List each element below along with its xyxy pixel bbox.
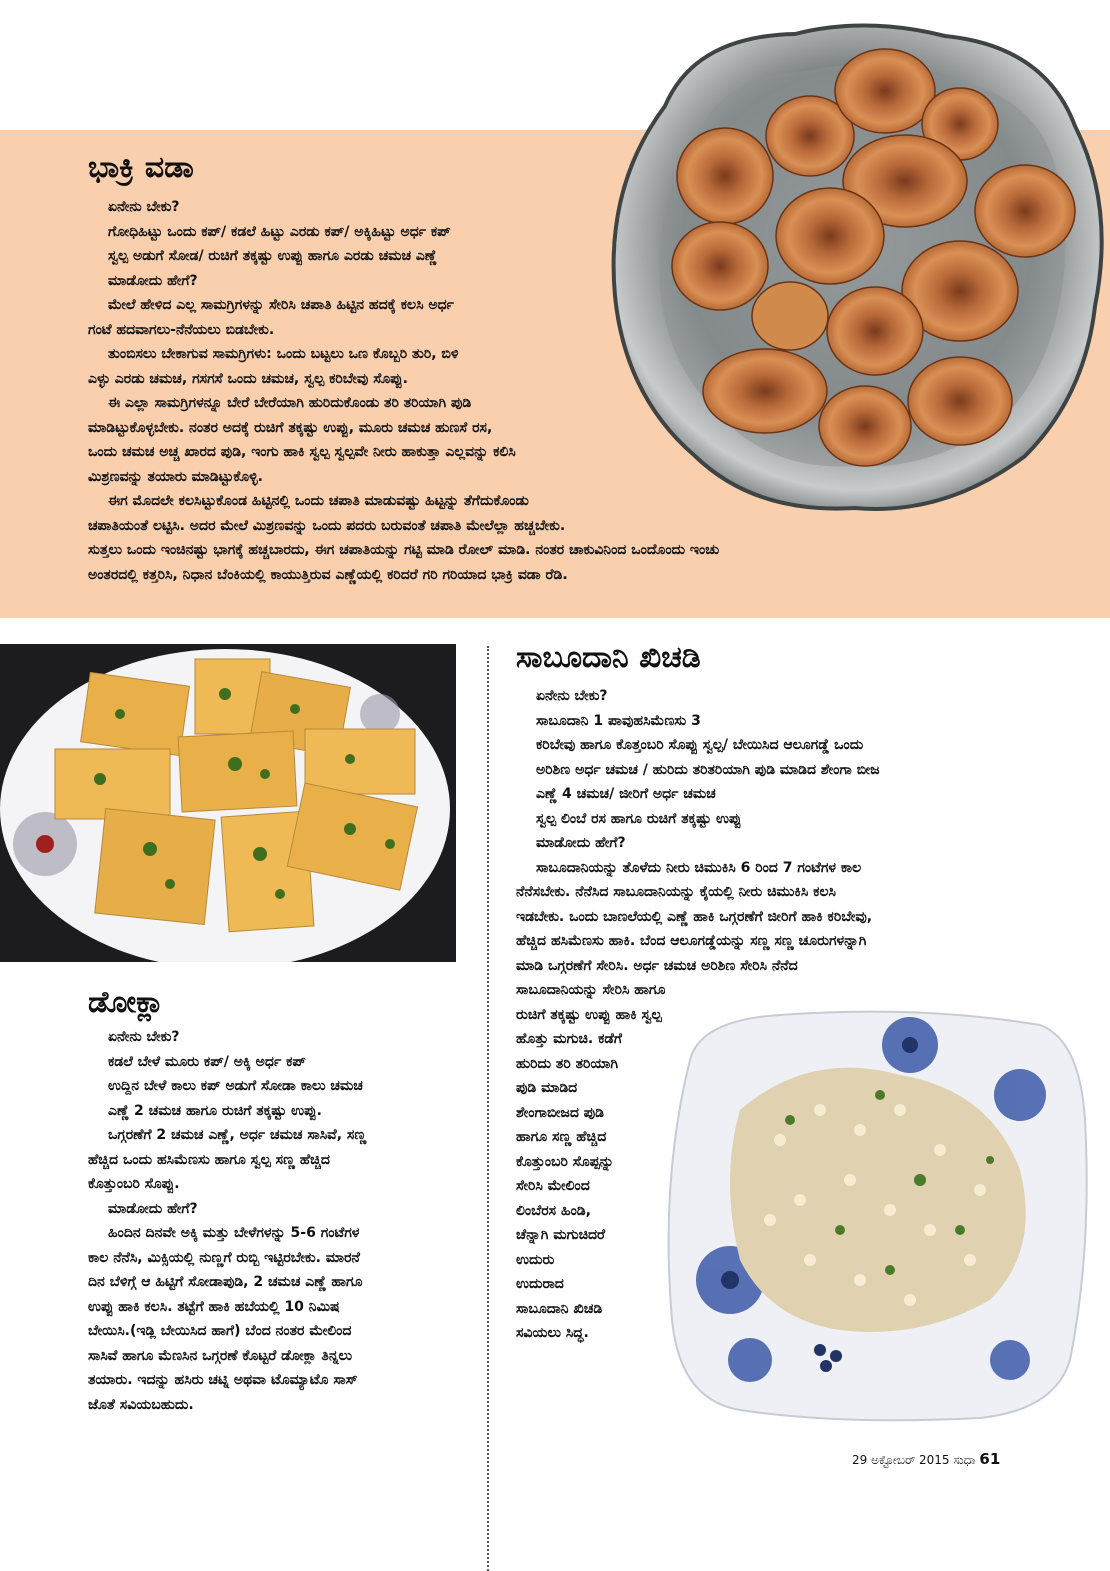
text-line: ಉದುರು [516, 1251, 555, 1268]
text-line: ಸವಿಯಲು ಸಿದ್ಧ. [516, 1325, 589, 1341]
text-line: ಕರಿಬೇವು ಹಾಗೂ ಕೊತ್ತಂಬರಿ ಸೊಪ್ಪು ಸ್ವಲ್ಪ/ ಬೇಯಿಸಿದ ಆಲೂಗಡ್ಡೆ ಒಂದು [536, 737, 864, 753]
page-number: 61 [979, 1450, 1001, 1468]
sabudana-photo [660, 1000, 1092, 1425]
text-line: ಮಾಡೋದು ಹೇಗೆ? [536, 835, 626, 851]
text-line: ಎಣ್ಣೆ 2 ಚಮಚ ಹಾಗೂ ರುಚಿಗೆ ತಕ್ಕಷ್ಟು ಉಪ್ಪು. [108, 1102, 322, 1119]
dhokla-photo [0, 644, 456, 962]
text-line: ಏನೇನು ಬೇಕು? [108, 1029, 180, 1045]
text-line: ಮಾಡಿಟ್ಟುಕೊಳ್ಳಬೇಕು. ನಂತರ ಅದಕ್ಕೆ ರುಚಿಗೆ ತಕ್ಕಷ್ಟು ಉಪ್ಪು, ಮೂರು ಚಮಚ ಹುಣಸೆ ರಸ, [88, 419, 493, 436]
text-line: ಕೊತ್ತುಂಬರಿ ಸೊಪ್ಪು. [88, 1176, 180, 1192]
text-line: ಒಂದು ಚಮಚ ಅಚ್ಚ ಖಾರದ ಪುಡಿ, ಇಂಗು ಹಾಕಿ ಸ್ವಲ್ಪ ಸ್ವಲ್ಪವೇ ನೀರು ಹಾಕುತ್ತಾ ಎಲ್ಲವನ್ನು ಕಲಿಸಿ [88, 444, 516, 460]
text-line: ತಯಾರು. ಇದನ್ನು ಹಸಿರು ಚಟ್ನಿ ಅಥವಾ ಟೊಮ್ಯಾಟೊ ಸಾಸ್ [88, 1372, 358, 1388]
dhokla-title: ಡೋಕ್ಲಾ [88, 985, 164, 1020]
text-line: ಜೊತೆ ಸವಿಯಬಹುದು. [88, 1396, 194, 1413]
text-line: ಸೇರಿಸಿ ಮೇಲಿಂದ [516, 1178, 590, 1194]
text-line: ಸಾಸಿವೆ ಹಾಗೂ ಮೆಣಸಿನ ಒಗ್ಗರಣೆ ಕೊಟ್ಟರೆ ಡೋಕ್ಲಾ ತಿನ್ನಲು [88, 1347, 353, 1364]
text-line: ಸಾಬೂದಾನಿ 1 ಪಾವುಹಸಿಮೆಣಸು 3 [536, 712, 701, 729]
text-line: ಒಗ್ಗರಣೆಗೆ 2 ಚಮಚ ಎಣ್ಣೆ, ಅರ್ಧ ಚಮಚ ಸಾಸಿವೆ, ಸಣ್ಣ [108, 1127, 367, 1143]
text-line: ಕೊತ್ತುಂಬರಿ ಸೊಪ್ಪನ್ನು [516, 1153, 614, 1170]
text-line: ಬೇಯಿಸಿ.(ಇಡ್ಲಿ ಬೇಯಿಸಿದ ಹಾಗೆ) ಬೆಂದ ನಂತರ ಮೇಲಿಂದ [88, 1323, 352, 1339]
text-line: ಚಪಾತಿಯಂತೆ ಲಟ್ಟಿಸಿ. ಅದರ ಮೇಲೆ ಮಿಶ್ರಣವನ್ನು ಒಂದು ಪದರು ಬರುವಂತೆ ಚಪಾತಿ ಮೇಲೆಲ್ಲಾ ಹಚ್ಚಬೇಕು. [88, 517, 566, 534]
text-line: ಅಂತರದಲ್ಲಿ ಕತ್ತರಿಸಿ, ನಿಧಾನ ಬೆಂಕಿಯಲ್ಲಿ ಕಾಯುತ್ತಿರುವ ಎಣ್ಣೆಯಲ್ಲಿ ಕರಿದರೆ ಗರಿ ಗರಿಯಾದ ಭಾಕ್ರಿ ವಡಾ ರೆಡಿ. [88, 566, 568, 583]
text-line: ಗೋಧಿಹಿಟ್ಟು ಒಂದು ಕಪ್/ ಕಡಲೆ ಹಿಟ್ಟು ಎರಡು ಕಪ್/ ಅಕ್ಕಿಹಿಟ್ಟು ಅರ್ಧ ಕಪ್ [108, 223, 451, 240]
bhakri-vada-title: ಭಾಕ್ರಿ ವಡಾ [88, 150, 194, 185]
text-line: ಸಾಬೂದಾನಿ ಖಿಚಡಿ [516, 1300, 603, 1317]
bhakri-vada-text [88, 195, 948, 587]
text-line: ಹೆಚ್ಚಿದ ಒಂದು ಹಸಿಮೆಣಸು ಹಾಗೂ ಸ್ವಲ್ಪ ಸಣ್ಣ ಹೆಚ್ಚಿದ [88, 1151, 330, 1168]
text-line: ಉದ್ದಿನ ಬೇಳೆ ಕಾಲು ಕಪ್ ಅಡುಗೆ ಸೋಡಾ ಕಾಲು ಚಮಚ [108, 1078, 363, 1094]
text-line: ರುಚಿಗೆ ತಕ್ಕಷ್ಟು ಉಪ್ಪು ಹಾಕಿ ಸ್ವಲ್ಪ [516, 1006, 662, 1023]
text-line: ಅರಿಶಿಣ ಅರ್ಧ ಚಮಚ / ಹುರಿದು ತರಿತರಿಯಾಗಿ ಪುಡಿ ಮಾಡಿದ ಶೇಂಗಾ ಬೀಜ [536, 761, 880, 778]
text-line: ಮಾಡೋದು ಹೇಗೆ? [108, 1200, 198, 1217]
text-line: ಕಾಲ ನೆನೆಸಿ, ಮಿಕ್ಸಿಯಲ್ಲಿ ನುಣ್ಣಗೆ ರುಬ್ಬಿ ಇಟ್ಟಿರಬೇಕು. ಮಾರನೆ [88, 1249, 360, 1266]
text-line: ಸಾಬೂದಾನಿಯನ್ನು ಸೇರಿಸಿ ಹಾಗೂ [516, 982, 666, 998]
text-line: ಲಿಂಬೆರಸ ಹಿಂಡಿ, [516, 1202, 591, 1219]
text-line: ಏನೇನು ಬೇಕು? [108, 199, 180, 215]
text-line: ಹುರಿದು ತರಿ ತರಿಯಾಗಿ [516, 1055, 619, 1072]
text-line: ಸಾಬೂದಾನಿಯನ್ನು ತೊಳೆದು ನೀರು ಚಿಮುಕಿಸಿ 6 ರಿಂದ 7 ಗಂಟೆಗಳ ಕಾಲ [536, 859, 862, 876]
text-line: ಸ್ವಲ್ಪ ಅಡುಗೆ ಸೋಡ/ ರುಚಿಗೆ ತಕ್ಕಷ್ಟು ಉಪ್ಪು ಹಾಗೂ ಎರಡು ಚಮಚ ಎಣ್ಣೆ [108, 248, 438, 264]
text-line: ಚೆನ್ನಾಗಿ ಮಗುಚಿದರೆ [516, 1227, 606, 1243]
text-line: ಈ ಎಲ್ಲಾ ಸಾಮಗ್ರಿಗಳನ್ನೂ ಬೇರೆ ಬೇರೆಯಾಗಿ ಹುರಿದುಕೊಂಡು ತರಿ ತರಿಯಾಗಿ ಪುಡಿ [108, 395, 472, 411]
text-line: ಉಪ್ಪು ಹಾಕಿ ಕಲಸಿ. ತಟ್ಟೆಗೆ ಹಾಕಿ ಹಬೆಯಲ್ಲಿ 10 ನಿಮಿಷ [88, 1298, 340, 1315]
text-line: ಹಾಗೂ ಸಣ್ಣ ಹೆಚ್ಚಿದ [516, 1129, 607, 1145]
text-line: ಮಿಶ್ರಣವನ್ನು ತಯಾರು ಮಾಡಿಟ್ಟುಕೊಳ್ಳಿ. [88, 468, 263, 485]
text-line: ಶೇಂಗಾಬೀಜದ ಪುಡಿ [516, 1104, 604, 1121]
text-line: ದಿನ ಬೆಳಿಗ್ಗೆ ಆ ಹಿಟ್ಟಿಗೆ ಸೋಡಾಪುಡಿ, 2 ಚಮಚ ಎಣ್ಣೆ ಹಾಗೂ [88, 1274, 363, 1290]
footer-date: 29 ಅಕ್ಟೋಬರ್ 2015 [852, 1453, 950, 1467]
page-footer [852, 1450, 1000, 1468]
text-line: ಮಾಡಿ ಒಗ್ಗರಣೆಗೆ ಸೇರಿಸಿ. ಅರ್ಧ ಚಮಚ ಅರಿಶಿಣ ಸೇರಿಸಿ ನೆನೆದ [516, 957, 798, 974]
text-line: ಹಿಂದಿನ ದಿನವೇ ಅಕ್ಕಿ ಮತ್ತು ಬೇಳೆಗಳನ್ನು 5-6 ಗಂಟೆಗಳ [108, 1225, 360, 1241]
text-line: ಎಳ್ಳು ಎರಡು ಚಮಚ, ಗಸಗಸೆ ಒಂದು ಚಮಚ, ಸ್ವಲ್ಪ ಕರಿಬೇವು ಸೊಪ್ಪು. [88, 370, 408, 387]
text-line: ಸುತ್ತಲು ಒಂದು ಇಂಚಿನಷ್ಟು ಭಾಗಕ್ಕೆ ಹಚ್ಚಬಾರದು, ಈಗ ಚಪಾತಿಯನ್ನು ಗಟ್ಟಿ ಮಾಡಿ ರೋಲ್ ಮಾಡಿ. ನಂತರ ಚಾಕುವಿನಿಂದ ಒಂದೊಂದು ಇಂಚು [88, 542, 720, 558]
text-line: ಈಗ ಮೊದಲೇ ಕಲಸಿಟ್ಟುಕೊಂಡ ಹಿಟ್ಟಿನಲ್ಲಿ ಒಂದು ಚಪಾತಿ ಮಾಡುವಷ್ಟು ಹಿಟ್ಟನ್ನು ತೆಗೆದುಕೊಂಡು [108, 493, 529, 509]
text-line: ಇಡಬೇಕು. ಒಂದು ಬಾಣಲೆಯಲ್ಲಿ ಎಣ್ಣೆ ಹಾಕಿ ಒಗ್ಗರಣೆಗೆ ಜೀರಿಗೆ ಹಾಕಿ ಕರಿಬೇವು, [516, 908, 873, 925]
text-line: ತುಂಬಿಸಲು ಬೇಕಾಗುವ ಸಾಮಗ್ರಿಗಳು: ಒಂದು ಬಟ್ಟಲು ಒಣ ಕೊಬ್ಬರಿ ತುರಿ, ಬಿಳಿ [108, 346, 459, 362]
text-line: ನೆನೆಸಬೇಕು. ನೆನೆಸಿದ ಸಾಬೂದಾನಿಯನ್ನು ಕೈಯಲ್ಲಿ ನೀರು ಚಿಮುಕಿಸಿ ಕಲಸಿ [516, 884, 836, 900]
text-line: ಮೇಲೆ ಹೇಳಿದ ಎಲ್ಲ ಸಾಮಗ್ರಿಗಳನ್ನು ಸೇರಿಸಿ ಚಪಾತಿ ಹಿಟ್ಟಿನ ಹದಕ್ಕೆ ಕಲಸಿ ಅರ್ಧ [108, 297, 454, 313]
text-line: ಎಣ್ಣೆ 4 ಚಮಚ/ ಜೀರಿಗೆ ಅರ್ಧ ಚಮಚ [536, 786, 716, 802]
dhokla-text [88, 1025, 478, 1417]
text-line: ಪುಡಿ ಮಾಡಿದ [516, 1080, 578, 1096]
text-line: ಕಡಲೆ ಬೇಳೆ ಮೂರು ಕಪ್/ ಅಕ್ಕಿ ಅರ್ಧ ಕಪ್ [108, 1053, 306, 1070]
text-line: ಏನೇನು ಬೇಕು? [536, 688, 608, 704]
text-line: ಮಾಡೋದು ಹೇಗೆ? [108, 272, 198, 289]
text-line: ಸ್ವಲ್ಪ ಲಿಂಬೆ ರಸ ಹಾಗೂ ರುಚಿಗೆ ತಕ್ಕಷ್ಟು ಉಪ್ಪು [536, 810, 742, 827]
text-line: ಉದುರಾದ [516, 1276, 564, 1292]
text-line: ಗಂಟೆ ಹದವಾಗಲು-ನೆನೆಯಲು ಬಿಡಬೇಕು. [88, 321, 275, 338]
text-line: ಹೊತ್ತು ಮಗುಚಿ. ಕಡೆಗೆ [516, 1031, 622, 1047]
text-line: ಹೆಚ್ಚಿದ ಹಸಿಮೆಣಸು ಹಾಕಿ. ಬೆಂದ ಆಲೂಗಡ್ಡೆಯನ್ನು ಸಣ್ಣ ಸಣ್ಣ ಚೂರುಗಳನ್ನಾಗಿ [516, 933, 867, 949]
sabudana-title: ಸಾಬೂದಾನಿ ಖಿಚಡಿ [516, 640, 701, 675]
footer-magazine: ಸುಧಾ [953, 1453, 976, 1467]
column-divider [487, 646, 489, 1571]
